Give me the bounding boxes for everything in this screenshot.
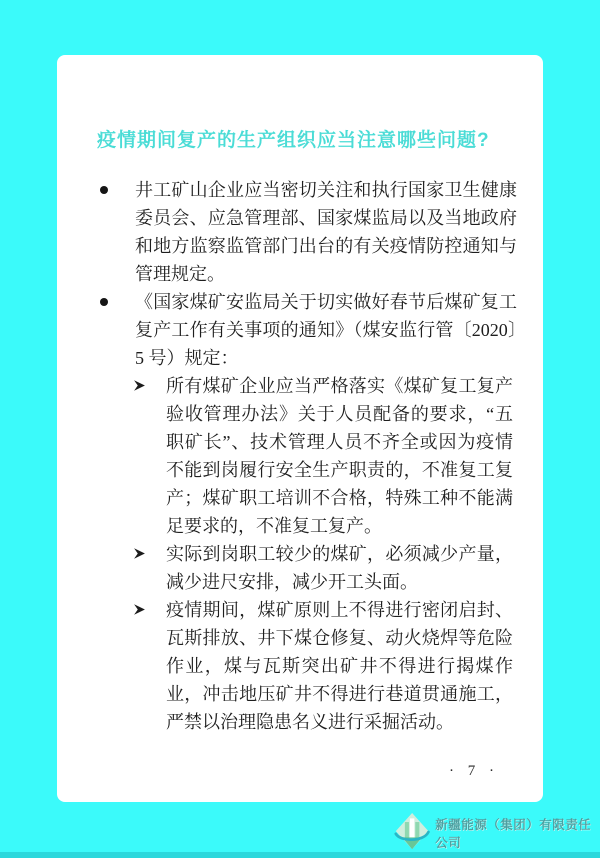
sub-bullet-item <box>57 540 543 596</box>
footer-text-block <box>435 810 600 858</box>
sub-bullet-item <box>57 372 543 540</box>
bullet-item <box>57 288 543 372</box>
arrowhead-icon <box>133 596 166 736</box>
page-title: 疫情期间复产的生产组织应当注意哪些问题? <box>97 130 490 151</box>
bottom-edge-strip <box>0 852 600 858</box>
footer-watermark <box>394 810 600 858</box>
sub-bullet-text: 所有煤矿企业应当严格落实《煤矿复工复产验收管理办法》关于人员配备的要求，“五职矿长”、技术管理人员不齐全或因为疫情不能到岗履行安全生产职责的，不准复工复产；煤矿职工培训不合格，特殊工种不能满足要求的，不准复工复产。 <box>166 376 513 536</box>
content-card <box>57 55 543 802</box>
bullet-text: 井工矿山企业应当密切关注和执行国家卫生健康委员会、应急管理部、国家煤监局以及当地政府和地方监察监管部门出台的有关疫情防控通知与管理规定。 <box>135 180 517 284</box>
arrowhead-icon <box>133 372 166 540</box>
sub-bullet-item <box>57 596 543 736</box>
bullet-marker <box>100 288 135 372</box>
page-number: · 7 · <box>449 763 499 779</box>
bullet-dot-icon <box>100 186 108 194</box>
bullet-dot-icon <box>100 298 108 306</box>
bullet-item <box>57 176 543 288</box>
bullet-text: 《国家煤矿安监局关于切实做好春节后煤矿复工复产工作有关事项的通知》（煤安监行管〔2020〕5 号）规定： <box>135 292 517 368</box>
bullet-marker <box>100 176 135 288</box>
company-logo-icon <box>394 810 430 854</box>
sub-bullet-text: 疫情期间，煤矿原则上不得进行密闭启封、瓦斯排放、井下煤仓修复、动火烧焊等危险作业，煤与瓦斯突出矿井不得进行揭煤作业，冲击地压矿井不得进行巷道贯通施工，严禁以治理隐患名义进行采掘活动。 <box>166 600 513 732</box>
sub-bullet-text: 实际到岗职工较少的煤矿，必须减少产量，减少进尺安排，减少开工头面。 <box>166 544 513 592</box>
arrowhead-icon <box>133 540 166 596</box>
company-name: 新疆能源（集团）有限责任公司 <box>435 818 592 850</box>
bullet-list <box>57 176 543 736</box>
